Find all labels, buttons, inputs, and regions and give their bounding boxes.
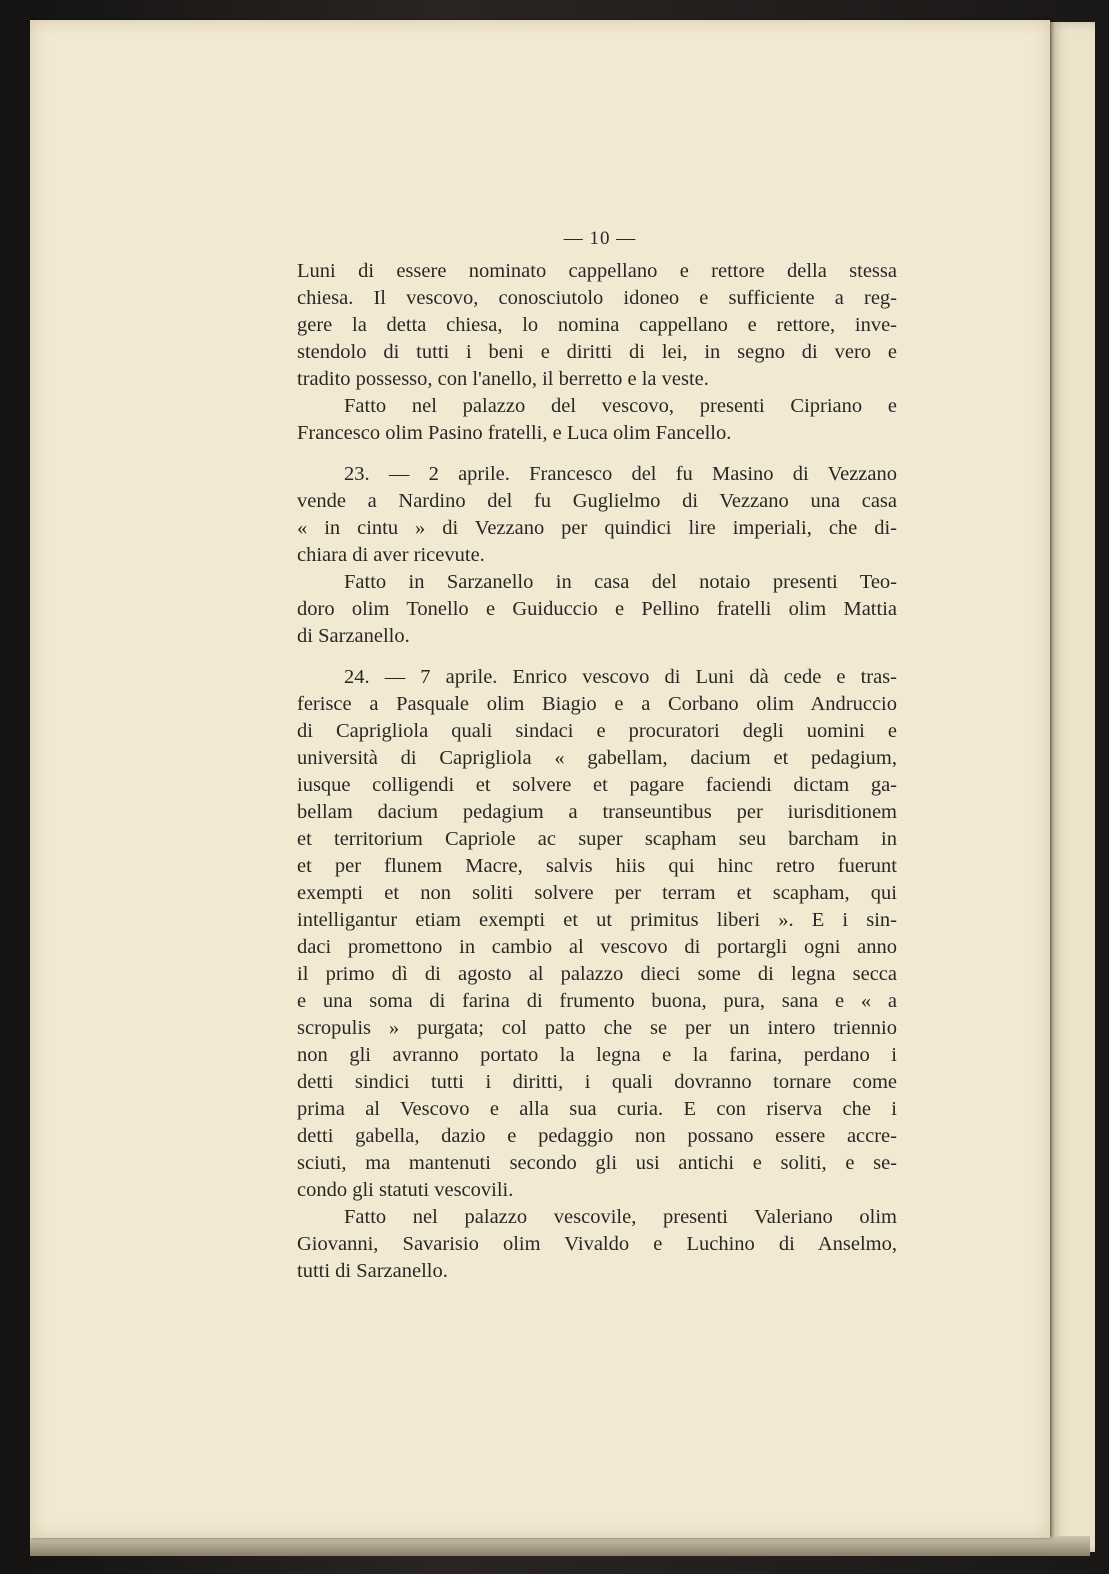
text-line: di Caprigliola quali sindaci e procuratori degli uomini e [297, 720, 897, 742]
entry-23 [297, 461, 897, 569]
page-bottom-edge [30, 1536, 1090, 1556]
text-line: stendolo di tutti i beni e diritti di lei, in segno di vero e [297, 341, 897, 363]
text-line: Fatto nel palazzo vescovile, presenti Valeriano olim [344, 1206, 897, 1228]
text-line: prima al Vescovo e alla sua curia. E con riserva che i [297, 1098, 897, 1120]
text-line: Fatto in Sarzanello in casa del notaio presenti Teo- [344, 571, 897, 593]
page-body [297, 258, 897, 1285]
text-line: di Sarzanello. [297, 625, 410, 647]
text-line: scropulis » purgata; col patto che se per un intero triennio [297, 1017, 897, 1039]
text-line: « in cintu » di Vezzano per quindici lire imperiali, che di- [297, 517, 897, 539]
text-line: Luni di essere nominato cappellano e rettore della stessa [297, 260, 897, 282]
text-line: chiesa. Il vescovo, conosciutolo idoneo e sufficiente a reg- [297, 287, 897, 309]
paragraph-fatto-2 [297, 569, 897, 650]
text-line: daci promettono in cambio al vescovo di portargli ogni anno [297, 936, 897, 958]
text-line: il primo dì di agosto al palazzo dieci some di legna secca [297, 963, 897, 985]
text-line: università di Caprigliola « gabellam, dacium et pedagium, [297, 747, 897, 769]
text-line: detti gabella, dazio e pedaggio non possano essere accre- [297, 1125, 897, 1147]
text-line: et per flunem Macre, salvis hiis qui hinc retro fuerunt [297, 855, 897, 877]
text-line: e una soma di farina di frumento buona, pura, sana e « a [297, 990, 897, 1012]
text-line: bellam dacium pedagium a transeuntibus per iurisditionem [297, 801, 897, 823]
text-line: iusque colligendi et solvere et pagare faciendi dictam ga- [297, 774, 897, 796]
text-line: condo gli statuti vescovili. [297, 1179, 514, 1201]
text-line: exempti et non soliti solvere per terram et scapham, qui [297, 882, 897, 904]
text-line: 23. — 2 aprile. Francesco del fu Masino di Vezzano [344, 463, 897, 485]
text-line: Francesco olim Pasino fratelli, e Luca olim Fancello. [297, 422, 732, 444]
text-line: Fatto nel palazzo del vescovo, presenti Cipriano e [344, 395, 897, 417]
paragraph-fatto-3 [297, 1204, 897, 1285]
text-line: tutti di Sarzanello. [297, 1260, 448, 1282]
facing-page-edge [1050, 22, 1095, 1552]
text-line: 24. — 7 aprile. Enrico vescovo di Luni dà cede e tras- [344, 666, 897, 688]
paragraph-continuation [297, 258, 897, 393]
text-line: detti sindici tutti i diritti, i quali dovranno tornare come [297, 1071, 897, 1093]
text-line: vende a Nardino del fu Guglielmo di Vezzano una casa [297, 490, 897, 512]
text-line: doro olim Tonello e Guiduccio e Pellino fratelli olim Mattia [297, 598, 897, 620]
text-line: ferisce a Pasquale olim Biagio e a Corbano olim Andruccio [297, 693, 897, 715]
entry-24 [297, 664, 897, 1204]
text-line: et territorium Capriole ac super scapham seu barcham in [297, 828, 897, 850]
text-line: non gli avranno portato la legna e la farina, perdano i [297, 1044, 897, 1066]
text-line: Giovanni, Savarisio olim Vivaldo e Luchino di Anselmo, [297, 1233, 897, 1255]
paragraph-fatto-1 [297, 393, 897, 447]
text-line: chiara di aver ricevute. [297, 544, 485, 566]
text-line: gere la detta chiesa, lo nomina cappellano e rettore, inve- [297, 314, 897, 336]
text-line: intelligantur etiam exempti et ut primitus liberi ». E i sin- [297, 909, 897, 931]
page-number: — 10 — [563, 228, 637, 249]
text-line: sciuti, ma mantenuti secondo gli usi antichi e soliti, e se- [297, 1152, 897, 1174]
text-line: tradito possesso, con l'anello, il berretto e la veste. [297, 368, 709, 390]
